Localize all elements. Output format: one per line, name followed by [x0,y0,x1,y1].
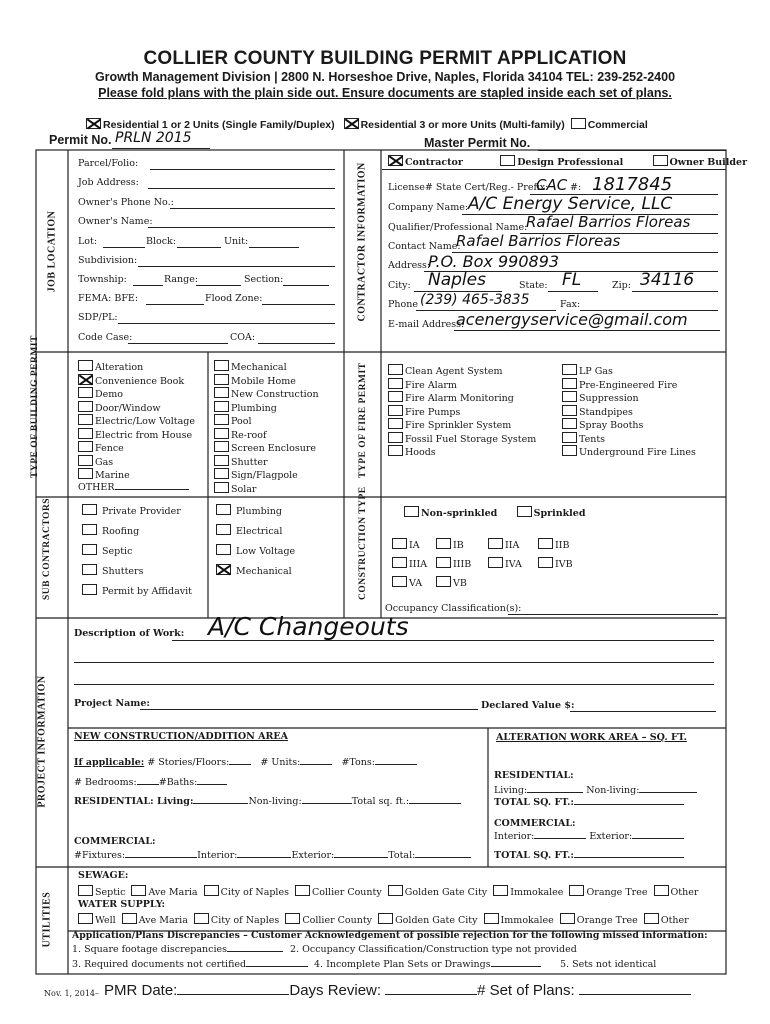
flood-zone-label: Flood Zone: [205,293,263,304]
bedrooms-row: # Bedrooms: #Baths: [74,777,227,789]
fp-fire-alarm[interactable]: Fire Alarm [388,378,536,392]
alt-comm-total-row: TOTAL SQ. FT.: [494,850,684,862]
design-pro-checkbox[interactable] [500,155,515,166]
water-heading: WATER SUPPLY: [78,899,166,910]
alt-res-total-row: TOTAL SQ. FT.: [494,797,684,809]
sewage-immokalee[interactable]: Immokalee [493,887,563,898]
discrepancy-2: 2. Occupancy Classification/Construction type not provided [290,944,577,955]
bp-new-construction[interactable]: New Construction [214,387,319,401]
sc-private-provider[interactable]: Private Provider [82,502,192,522]
owner-name-label: Owner's Name: [78,216,153,227]
sprinkled-checkbox[interactable] [517,506,532,517]
sc-permit-by-affidavit[interactable]: Permit by Affidavit [82,582,192,602]
commercial-label: Commercial [587,119,648,131]
sewage-orange-tree[interactable]: Orange Tree [569,887,647,898]
residential-area-row: RESIDENTIAL: Living: Non-living: Total sq. ft.: [74,796,461,808]
sewage-options [78,885,698,899]
subdivision-label: Subdivision: [78,255,138,266]
coa-label: COA: [230,332,256,343]
bp-marine[interactable]: Marine [78,468,195,482]
fp-spray-booths[interactable]: Spray Booths [562,418,696,432]
pmr-date-label: PMR Date: [104,982,178,999]
discrepancy-4: 4. Incomplete Plan Sets or Drawings [314,959,541,971]
building-permit-label: TYPE OF BUILDING PERMIT [30,335,40,478]
water-golden-gate-city[interactable]: Golden Gate City [378,915,477,926]
type-iiia[interactable]: IIIA [392,557,427,571]
type-iva[interactable]: IVA [488,557,522,571]
bp-demo[interactable]: Demo [78,387,195,401]
building-permit-col2 [214,360,319,495]
sc-mechanical[interactable]: Mechanical [216,562,295,582]
bp-electric-low-voltage[interactable]: Electric/Low Voltage [78,414,195,428]
fold-notice: Please fold plans with the plain side out. Ensure documents are stapled inside each set of plans. [98,86,672,100]
form-subtitle: Growth Management Division | 2800 N. Horseshoe Drive, Naples, Florida 34104 TEL: 239-252-2400 [94,70,676,84]
bp-screen-enclosure[interactable]: Screen Enclosure [214,441,319,455]
sewage-other[interactable]: Other [654,887,699,898]
contact-name-value[interactable]: Rafael Barrios Floreas [456,232,621,250]
bp-pool[interactable]: Pool [214,414,319,428]
sc-roofing[interactable]: Roofing [82,522,192,542]
sewage-city-of-naples[interactable]: City of Naples [204,887,289,898]
license-label: License# State Cert/Reg.- Prefix: [388,182,549,193]
design-pro-option: Design Professional [517,157,624,168]
sc-shutters[interactable]: Shutters [82,562,192,582]
water-other[interactable]: Other [644,915,689,926]
license-number-value[interactable]: 1817845 [592,174,673,195]
owner-builder-checkbox[interactable] [653,155,668,166]
fp-fire-alarm-monitoring[interactable]: Fire Alarm Monitoring [388,391,536,405]
bp-mechanical[interactable]: Mechanical [214,360,319,374]
fp-fire-pumps[interactable]: Fire Pumps [388,405,536,419]
bp-mobile-home[interactable]: Mobile Home [214,374,319,388]
pmr-date-row [104,982,691,999]
block-label: Block: [146,236,177,247]
water-city-of-naples[interactable]: City of Naples [194,915,279,926]
water-orange-tree[interactable]: Orange Tree [560,915,638,926]
fp-fire-sprinkler[interactable]: Fire Sprinkler System [388,418,536,432]
discrepancy-1: 1. Square footage discrepancies [72,944,283,956]
utilities-label: UTILITIES [41,891,53,948]
job-address-label: Job Address: [78,177,139,188]
discrepancy-5: 5. Sets not identical [560,959,657,970]
bp-shutter[interactable]: Shutter [214,455,319,469]
zip-label: Zip: [612,280,631,291]
fp-hoods[interactable]: Hoods [388,445,536,459]
description-value[interactable]: A/C Changeouts [208,612,409,641]
sc-low-voltage[interactable]: Low Voltage [216,542,295,562]
type-ib[interactable]: IB [436,538,464,552]
sewage-heading: SEWAGE: [78,870,129,881]
permit-no-label: Permit No. [49,133,112,147]
sewage-golden-gate-city[interactable]: Golden Gate City [388,887,487,898]
project-name-label: Project Name: [74,698,150,709]
fire-permit-label: TYPE OF FIRE PERMIT [358,362,368,478]
permit-no-value[interactable]: PRLN 2015 [115,130,192,146]
company-name-value[interactable]: A/C Energy Service, LLC [468,194,673,214]
township-label: Township: [78,274,127,285]
type-ivb[interactable]: IVB [538,557,573,571]
state-label: State: [519,280,548,291]
water-immokalee[interactable]: Immokalee [484,915,554,926]
res12-label: Residential 1 or 2 Units (Single Family/Duplex) [103,119,335,131]
owner-phone-label: Owner's Phone No.: [78,197,174,208]
description-label: Description of Work: [74,628,185,639]
bp-fence[interactable]: Fence [78,441,195,455]
bp-convenience-book[interactable]: Convenience Book [78,374,195,388]
sewage-ave-maria[interactable]: Ave Maria [131,887,197,898]
alt-commercial-heading: COMMERCIAL: [494,818,576,829]
company-name-label: Company Name: [388,202,469,213]
unit-label: Unit: [224,236,249,247]
bp-gas[interactable]: Gas [78,455,195,469]
building-permit-col1 [78,360,195,493]
lot-label: Lot: [78,236,98,247]
type-vb[interactable]: VB [436,576,467,590]
bp-re-roof[interactable]: Re-roof [214,428,319,442]
project-info-label: PROJECT INFORMATION [36,675,48,808]
alt-interior-row: Interior: Exterior: [494,831,684,843]
master-permit-label: Master Permit No. [424,136,531,150]
job-location-label: JOB LOCATION [46,210,58,293]
fp-underground[interactable]: Underground Fire Lines [562,445,696,459]
alt-living-row: Living: Non-living: [494,785,697,797]
code-case-label: Code Case: [78,332,133,343]
form-title: COLLIER COUNTY BUILDING PERMIT APPLICATION [143,48,627,69]
address-value[interactable]: P.O. Box 990893 [428,252,560,271]
license-prefix-value[interactable]: CAC [536,176,568,194]
state-value[interactable]: FL [562,270,582,290]
parcel-folio-label: Parcel/Folio: [78,158,139,169]
section-label: Section: [244,274,284,285]
fp-suppression[interactable]: Suppression [562,391,696,405]
city-label: City: [388,280,411,291]
sewage-collier-county[interactable]: Collier County [295,887,382,898]
occupancy-label: Occupancy Classification(s): [385,603,522,614]
water-well[interactable]: Well [78,915,116,926]
sub-contractors-col2 [216,502,295,582]
sewage-septic[interactable]: Septic [78,887,125,898]
alteration-area-heading: ALTERATION WORK AREA – SQ. FT. [496,732,687,743]
bp-solar[interactable]: Solar [214,482,319,496]
sub-contractors-col1 [82,502,192,602]
fp-tents[interactable]: Tents [562,432,696,446]
fax-label: Fax: [560,299,581,310]
fp-fossil-fuel[interactable]: Fossil Fuel Storage System [388,432,536,446]
sc-septic[interactable]: Septic [82,542,192,562]
fp-lp-gas[interactable]: LP Gas [562,364,696,378]
sdp-pl-label: SDP/PL: [78,312,118,323]
bp-electric-from-house[interactable]: Electric from House [78,428,195,442]
days-review-label: Days Review: [289,982,382,999]
res3-label: Residential 3 or more Units (Multi-family) [360,119,565,131]
bp-plumbing[interactable]: Plumbing [214,401,319,415]
range-label: Range: [164,274,199,285]
type-iib[interactable]: IIB [538,538,570,552]
commercial-area-row: #Fixtures: Interior: Exterior: Total: [74,850,471,862]
fp-clean-agent[interactable]: Clean Agent System [388,364,536,378]
fp-standpipes[interactable]: Standpipes [562,405,696,419]
sc-electrical[interactable]: Electrical [216,522,295,542]
stories-row: If applicable: # Stories/Floors: # Units: #Tons: [74,757,417,769]
type-ia[interactable]: IA [392,538,420,552]
city-value[interactable]: Naples [428,270,486,290]
contractor-checkbox[interactable] [388,155,403,166]
email-value[interactable]: acenergyservice@gmail.com [456,310,688,329]
sc-plumbing[interactable]: Plumbing [216,502,295,522]
bp-sign-flagpole[interactable]: Sign/Flagpole [214,468,319,482]
commercial-heading: COMMERCIAL: [74,836,156,847]
zip-value[interactable]: 34116 [640,270,695,290]
contractor-option: Contractor [405,157,463,168]
non-sprinkled-checkbox[interactable] [404,506,419,517]
contractor-type-row [388,155,747,169]
bp-door-window[interactable]: Door/Window [78,401,195,415]
discrepancy-3: 3. Required documents not certified [72,959,308,971]
form-version: Nov. 1, 2014– [44,989,100,998]
new-area-heading: NEW CONSTRUCTION/ADDITION AREA [74,731,288,742]
discrepancy-title: Application/Plans Discrepancies – Customer Acknowledgement of possible rejection for the following missed information: [72,930,708,941]
water-options [78,913,689,927]
contact-name-label: Contact Name: [388,241,461,252]
sub-contractors-label: SUB CONTRACTORS [42,497,52,600]
water-ave-maria[interactable]: Ave Maria [122,915,188,926]
qualifier-value[interactable]: Rafael Barrios Floreas [526,213,691,231]
bp-other[interactable]: OTHER [78,482,195,494]
bp-alteration[interactable]: Alteration [78,360,195,374]
sprinkler-row: Non-sprinkled Sprinkled [404,506,585,520]
type-iia[interactable]: IIA [488,538,519,552]
fire-permit-col1 [388,364,536,459]
phone-value[interactable]: (239) 465-3835 [420,292,530,308]
address-label: Address: [388,260,431,271]
set-of-plans-label: # Set of Plans: [477,982,575,999]
fema-bfe-label: FEMA: BFE: [78,293,139,304]
type-va[interactable]: VA [392,576,422,590]
fire-permit-col2 [562,364,696,459]
declared-value-label: Declared Value $: [481,700,575,711]
alt-residential-heading: RESIDENTIAL: [494,770,574,781]
construction-type-label: CONSTRUCTION TYPE [358,486,368,600]
water-collier-county[interactable]: Collier County [285,915,372,926]
owner-builder-option: Owner Builder [669,157,748,168]
qualifier-label: Qualifier/Professional Name: [388,222,528,233]
contractor-info-label: CONTRACTOR INFORMATION [356,162,368,322]
email-label: E-mail Address: [388,319,465,330]
type-iiib[interactable]: IIIB [436,557,471,571]
phone-label: Phone [388,299,418,310]
fp-pre-engineered[interactable]: Pre-Engineered Fire [562,378,696,392]
